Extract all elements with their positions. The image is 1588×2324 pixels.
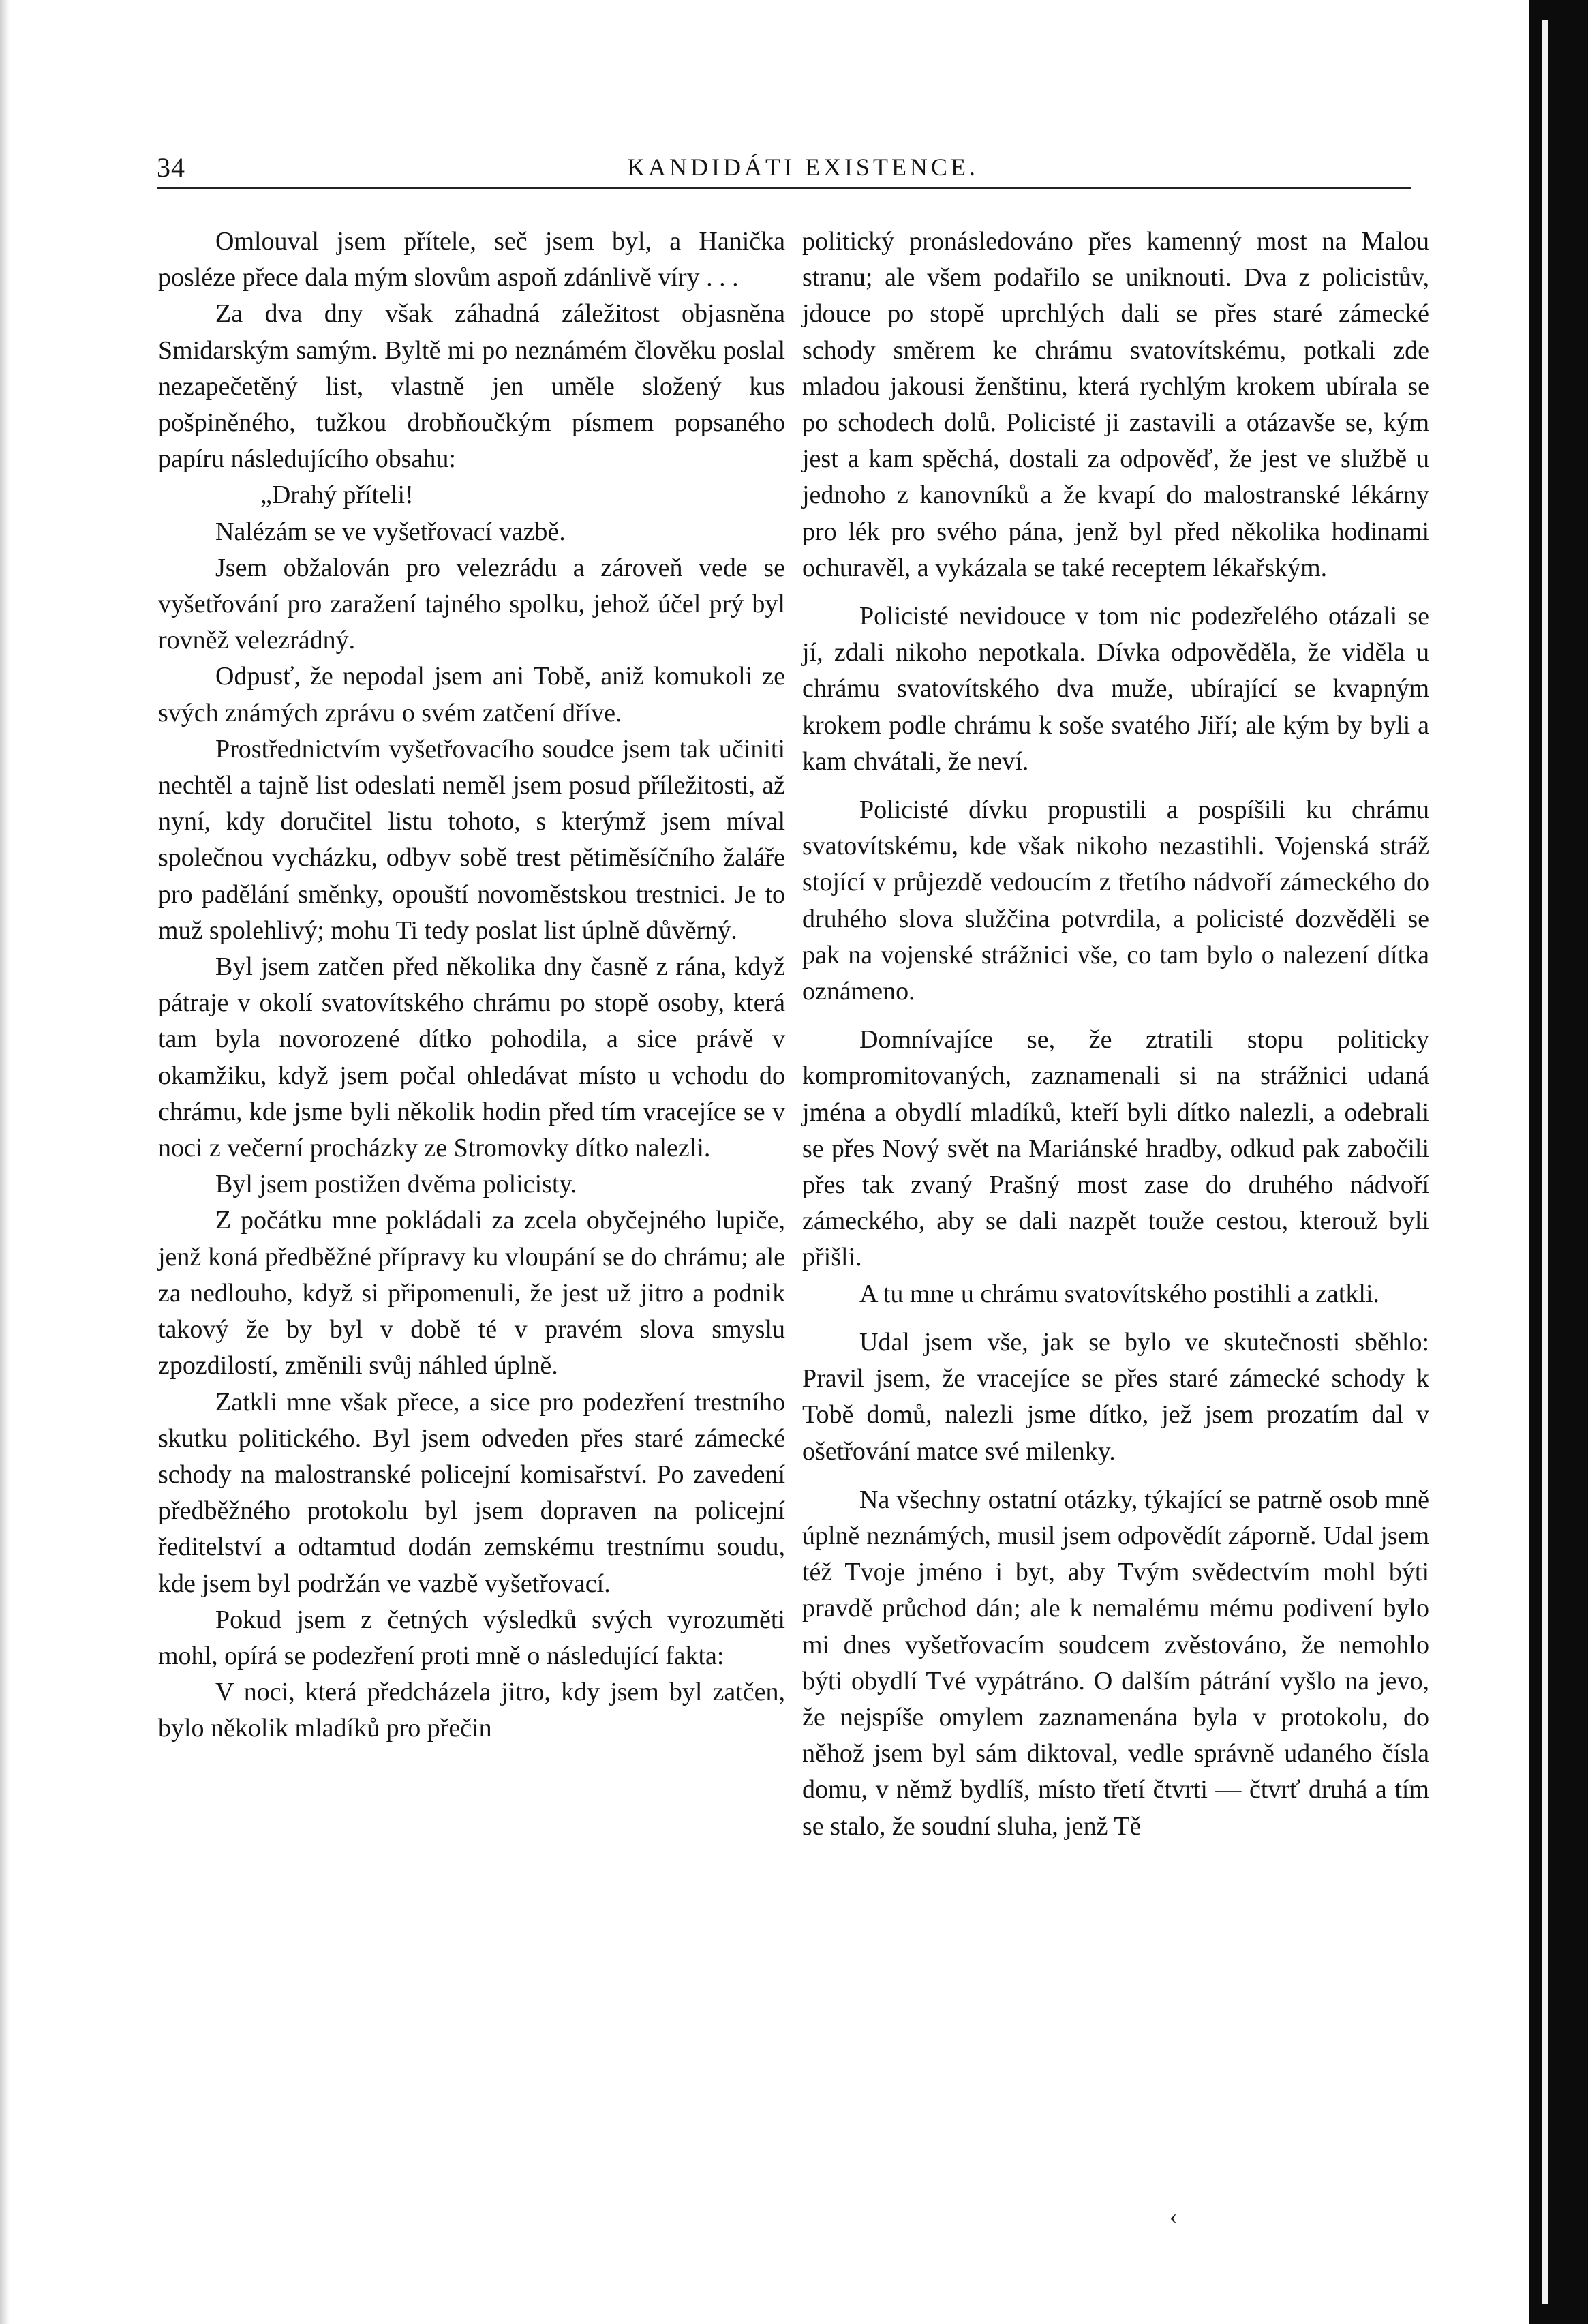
paragraph: Na všechny ostatní otázky, týkající se patrně osob mně úplně neznámých, musil jsem odpovědít záporně. Udal jsem též Tvoje jméno i byt, aby Tvým svědectvím mohl býti pravdě průchod dán; ale k nemalému mému podivení bylo mi dnes vyšetřovacím soudcem zvěstováno, že nemohlo býti obydlí Tvé vypátráno. O dalším pátrání vyšlo na jevo, že nejspíše omylem zaznamenána byla v protokolu, do něhož jsem byl sám diktoval, vedle správně udaného čísla domu, v němž bydlíš, místo třetí čtvrti — čtvrť druhá a tím se stalo, že soudní sluha, jenž Tě	[802, 1485, 1429, 1841]
paragraph: Policisté dívku propustili a pospíšili ku chrámu svatovítskému, kde však nikoho nezastihli. Vojenská stráž stojící v průjezdě vedoucím z třetího nádvoří zámeckého do druhého slova služčina potvrdila, a policisté dozvěděli se pak na vojenské strážnici vše, co tam bylo o nalezení dítka oznámeno.	[802, 796, 1429, 1006]
paragraph: Jsem obžalován pro velezrádu a zároveň vede se vyšetřování pro zaražení tajného spolku, jehož účel prý byl rovněž velezrádný.	[158, 553, 785, 655]
paragraph: Prostřednictvím vyšetřovacího soudce jsem tak učiniti nechtěl a tajně list odeslati neměl jsem posud příležitosti, až nyní, kdy doručitel listu tohoto, s kterýmž jsem míval společnou vycházku, odbyv sobě trest pětiměsíčního žaláře pro padělání směnky, opouští novoměstskou trestnici. Je to muž spolehlivý; mohu Ti tedy poslat list úplně důvěrný.	[158, 734, 785, 945]
paragraph: Za dva dny však záhadná záležitost objasněna Smidarským samým. Byltě mi po neznámém člověku poslal nezapečetěný list, vlastně jen uměle složený kus pošpiněného, tužkou drobňoučkým písmem popsaného papíru následujícího obsahu:	[158, 299, 785, 474]
paragraph: Nalézám se ve vyšetřovací vazbě.	[215, 517, 566, 546]
paragraph: Udal jsem vše, jak se bylo ve skutečnosti sběhlo: Pravil jsem, že vracejíce se přes staré zámecké schody k Tobě domů, nalezli jsme dítko, jež jsem prozatím dal v ošetřování matce své milenky.	[802, 1327, 1429, 1466]
paragraph: Pokud jsem z četných výsledků svých vyrozuměti mohl, opírá se podezření proti mně o následující fakta:	[158, 1605, 785, 1670]
paragraph: Policisté nevidouce v tom nic podezřelého otázali se jí, zdali nikoho nepotkala. Dívka odpověděla, že viděla u chrámu svatovítského dva muže, ubírající se kvapným krokem podle chrámu k soše svatého Jiří; ale kým by byli a kam chvátali, že neví.	[802, 602, 1429, 776]
paragraph: Byl jsem postižen dvěma policisty.	[215, 1170, 577, 1199]
paragraph: Domnívajíce se, že ztratili stopu politicky kompromitovaných, zaznamenali si na strážnici udaná jména a obydlí mladíků, kteří byli dítko nalezli, a odebrali se přes Nový svět na Mariánské hradby, odkud pak zabočili přes tak zvaný Prašný most zase do druhého nádvoří zámeckého, aby se dali nazpět touže cestou, kterouž byli přišli.	[802, 1025, 1429, 1272]
paragraph: Byl jsem zatčen před několika dny časně z rána, když pátraje v okolí svatovítského chrámu po stopě osoby, která tam byla novorozené dítko pohodila, a sice právě v okamžiku, když jsem počal ohledávat místo u vchodu do chrámu, kde jsme byli několik hodin před tím vracejíce se v noci z večerní procházky ze Stromovky dítko nalezli.	[158, 952, 785, 1163]
page-number: 34	[157, 152, 185, 183]
right-column	[802, 224, 1429, 1845]
paragraph: Omlouval jsem přítele, seč jsem byl, a Hanička posléze přece dala mým slovům aspoň zdánlivě víry . . .	[158, 227, 785, 292]
paragraph: V noci, která předcházela jitro, kdy jsem byl zatčen, bylo několik mladíků pro přečin	[158, 1678, 785, 1743]
running-title: KANDIDÁTI EXISTENCE.	[627, 153, 979, 181]
paragraph: Odpusť, že nepodal jsem ani Tobě, aniž komukoli ze svých známých zprávu o svém zatčení dříve.	[158, 662, 785, 727]
letter-salutation: „Drahý příteli!	[260, 481, 414, 510]
paragraph: Zatkli mne však přece, a sice pro podezření trestního skutku politického. Byl jsem odveden přes staré zámecké schody na malostranské policejní komisařství. Po zavedení předběžného protokolu byl jsem dopraven na policejní ředitelství a odtamtud dodán zemskému trestnímu soudu, kde jsem byl podržán ve vazbě vyšetřovací.	[158, 1387, 785, 1598]
left-column	[158, 224, 785, 1747]
paragraph: A tu mne u chrámu svatovítského postihli a zatkli.	[859, 1279, 1380, 1308]
footer-mark: ‹	[1170, 2204, 1178, 2229]
header-rule	[157, 187, 1411, 192]
page-header	[157, 151, 1411, 190]
scan-border-right	[1529, 0, 1588, 2324]
next-page-edge	[1542, 20, 1548, 2304]
scan-shadow-left	[0, 0, 10, 2324]
paragraph: Z počátku mne pokládali za zcela obyčejného lupiče, jenž koná předběžné přípravy ku vloupání se do chrámu; ale za nedlouho, když si připomenuli, že jest už jitro a podnik takový že by byl v době té v pravém slova smyslu zpozdilostí, změnili svůj náhled úplně.	[158, 1206, 785, 1380]
paragraph: politický pronásledováno přes kamenný most na Malou stranu; ale všem podařilo se uniknouti. Dva z policistův, jdouce po stopě uprchlých dali se přes staré zámecké schody směrem ke chrámu svatovítskému, potkali zde mladou jakousi ženštinu, která rychlým krokem ubírala se po schodech dolů. Policisté ji zastavili a otázavše se, kým jest a kam spěchá, dostali za odpověď, že jest ve službě u jednoho z kanovníků a že kvapí do malostranské lékárny pro lék pro svého pána, jenž byl před několika hodinami ochuravěl, a vykázala se také receptem lékařským.	[802, 227, 1429, 582]
